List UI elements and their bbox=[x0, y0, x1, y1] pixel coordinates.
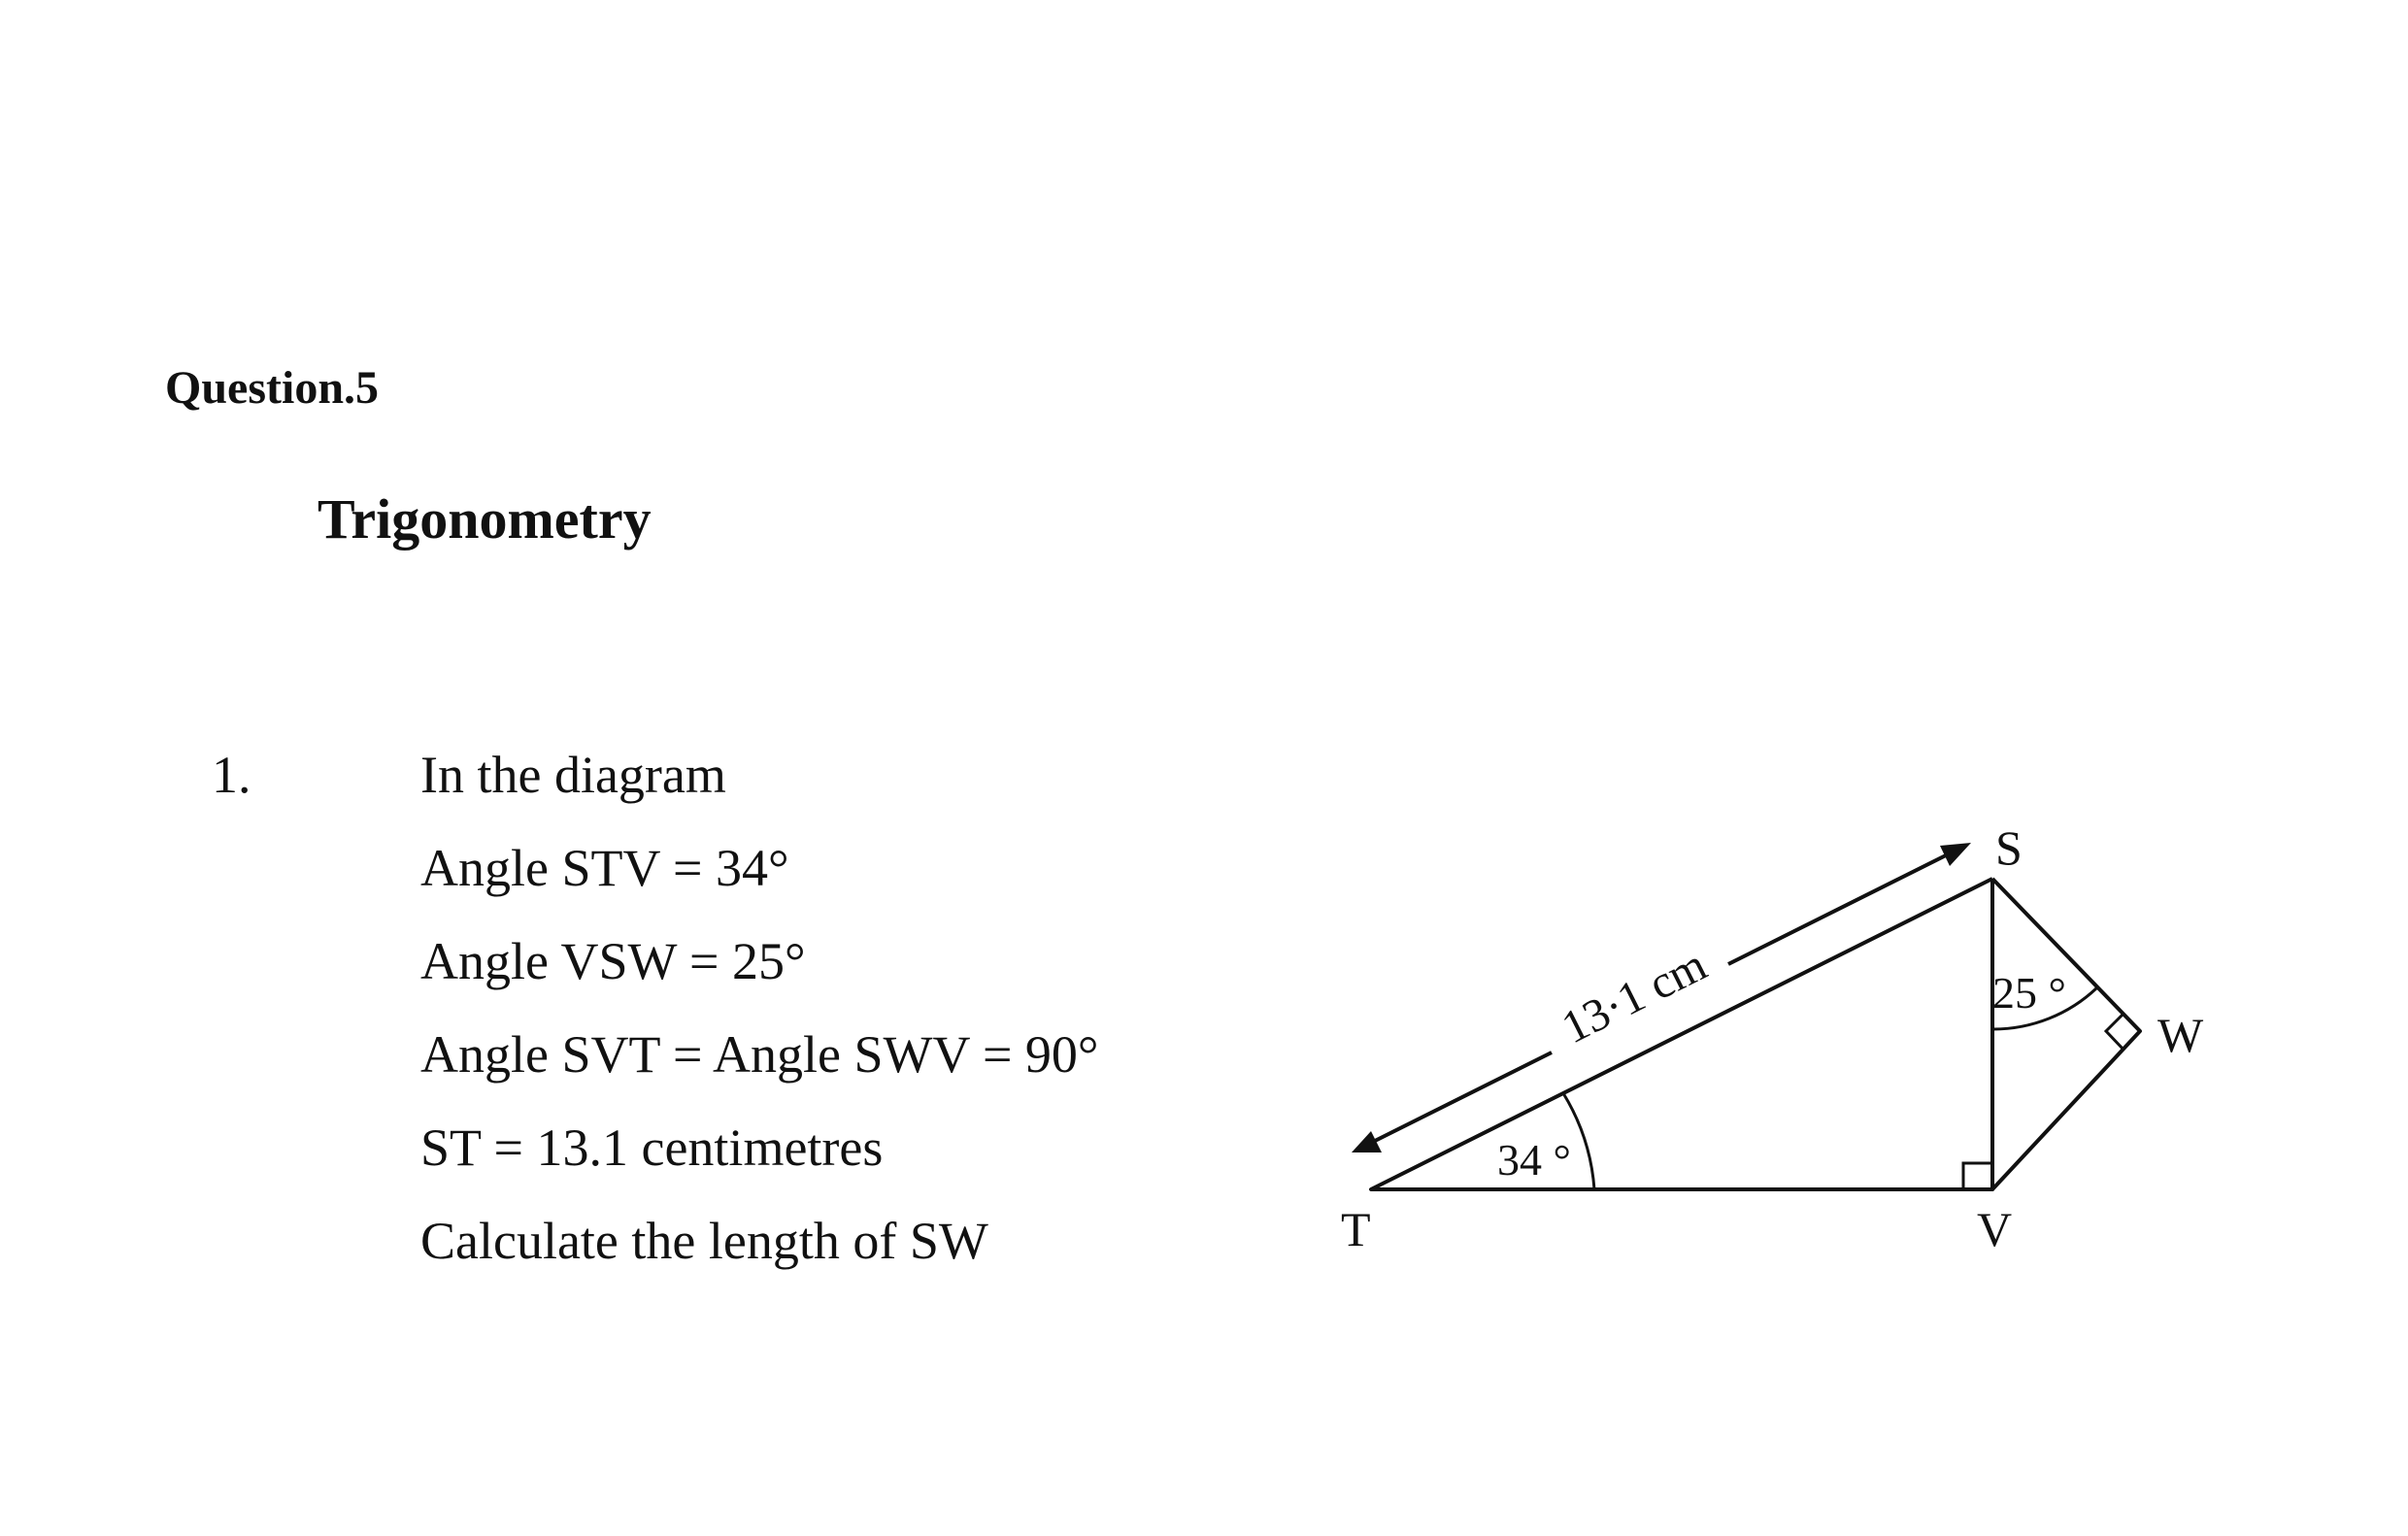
problem-line-right-angles: Angle SVT = Angle SWV = 90° bbox=[420, 1025, 1099, 1084]
problem-line-angle-stv: Angle STV = 34° bbox=[420, 839, 789, 897]
angle-label-t: 34 ° bbox=[1497, 1135, 1571, 1185]
section-title: Trigonometry bbox=[318, 487, 652, 551]
right-angle-marker-w bbox=[2106, 1014, 2124, 1050]
question-heading: Question.5 bbox=[165, 362, 380, 414]
vertex-label-t: T bbox=[1341, 1202, 1371, 1256]
length-dimension-line-lower bbox=[1367, 1052, 1552, 1145]
vertex-label-w: W bbox=[2157, 1008, 2204, 1062]
length-dimension-line-upper bbox=[1728, 852, 1952, 964]
arrowhead-toward-s bbox=[1940, 843, 1971, 866]
vertex-label-v: V bbox=[1977, 1202, 2013, 1256]
problem-line-task: Calculate the length of SW bbox=[420, 1212, 988, 1270]
vertex-label-s: S bbox=[1995, 820, 2023, 875]
triangle-swv bbox=[1992, 879, 2140, 1189]
question-number: 1. bbox=[212, 746, 251, 804]
problem-line-length-st: ST = 13.1 centimetres bbox=[420, 1119, 884, 1177]
angle-label-s: 25 ° bbox=[1992, 968, 2066, 1018]
length-label-st: 13·1 cm bbox=[1554, 938, 1715, 1054]
problem-line-intro: In the diagram bbox=[420, 746, 726, 804]
right-angle-marker-v bbox=[1963, 1163, 1992, 1189]
problem-line-angle-vsw: Angle VSW = 25° bbox=[420, 932, 806, 990]
triangle-stv bbox=[1371, 879, 1992, 1189]
